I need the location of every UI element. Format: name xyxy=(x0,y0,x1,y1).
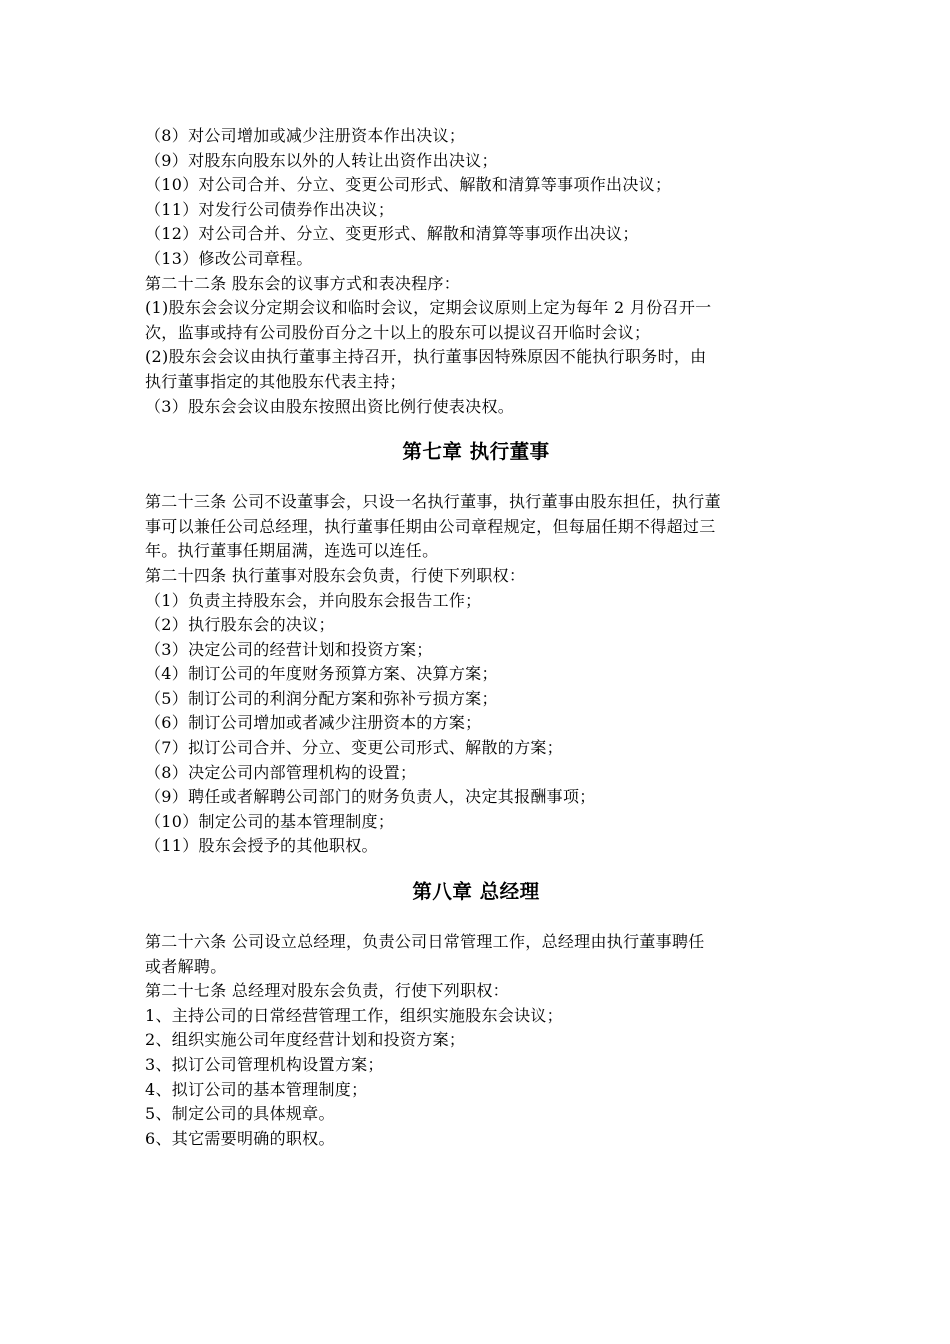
list-item: （11）股东会授予的其他职权。 xyxy=(145,836,378,856)
text-line: （10）对公司合并、分立、变更公司形式、解散和清算等事项作出决议； xyxy=(145,175,672,195)
chapter-7-title: 第七章 执行董事 xyxy=(402,440,550,464)
document-page xyxy=(145,124,807,1151)
text-line: （11）对发行公司债券作出决议； xyxy=(145,199,395,219)
list-item: 3、拟订公司管理机构设置方案； xyxy=(145,1055,384,1074)
text-line: （9）对股东向股东以外的人转让出资作出决议； xyxy=(145,150,498,170)
chapter-8-title: 第八章 总经理 xyxy=(412,880,540,904)
text-line: 次，监事或持有公司股份百分之十以上的股东可以提议召开临时会议； xyxy=(145,322,651,342)
list-item: （1）负责主持股东会，并向股东会报告工作； xyxy=(145,590,482,610)
article-22-heading: 第二十二条 股东会的议事方式和表决程序： xyxy=(145,273,461,293)
text-line: 事可以兼任公司总经理，执行董事任期由公司章程规定，但每届任期不得超过三 xyxy=(145,516,716,536)
list-item: 4、拟订公司的基本管理制度； xyxy=(145,1079,368,1099)
article-26-text: 第二十六条 公司设立总经理，负责公司日常管理工作，总经理由执行董事聘任 xyxy=(145,932,705,952)
list-item: 5、制定公司的具体规章。 xyxy=(145,1104,335,1124)
section-chapter-7 xyxy=(145,490,807,859)
text-line: (1)股东会会议分定期会议和临时会议，定期会议原则上定为每年 2 月份召开一 xyxy=(145,298,712,318)
list-item: （8）决定公司内部管理机构的设置； xyxy=(145,762,417,782)
list-item: （2）执行股东会的决议； xyxy=(145,615,335,635)
list-item: （6）制订公司增加或者减少注册资本的方案； xyxy=(145,713,482,733)
article-24-heading: 第二十四条 执行董事对股东会负责，行使下列职权： xyxy=(145,565,526,585)
list-item: 1、主持公司的日常经营管理工作，组织实施股东会诀议； xyxy=(145,1005,563,1025)
text-line: 年。执行董事任期届满，连选可以连任。 xyxy=(145,541,439,561)
text-line: （8）对公司增加或减少注册资本作出决议； xyxy=(145,126,466,145)
section-shareholder-meeting-continued xyxy=(145,124,807,419)
article-27-heading: 第二十七条 总经理对股东会负责，行使下列职权： xyxy=(145,981,509,1001)
article-23-text: 第二十三条 公司不设董事会，只设一名执行董事，执行董事由股东担任，执行董 xyxy=(145,492,721,512)
list-item: （7）拟订公司合并、分立、变更公司形式、解散的方案； xyxy=(145,738,563,758)
section-chapter-8 xyxy=(145,930,807,1151)
list-item: （5）制订公司的利润分配方案和弥补亏损方案； xyxy=(145,688,498,708)
text-line: （3）股东会会议由股东按照出资比例行使表决权。 xyxy=(145,396,515,416)
list-item: （4）制订公司的年度财务预算方案、决算方案； xyxy=(145,664,498,684)
list-item: （10）制定公司的基本管理制度； xyxy=(145,811,395,831)
list-item: 2、组织实施公司年度经营计划和投资方案； xyxy=(145,1030,466,1050)
text-line: 执行董事指定的其他股东代表主持； xyxy=(145,371,406,391)
text-line: 或者解聘。 xyxy=(145,956,227,976)
text-line: (2)股东会会议由执行董事主持召开，执行董事因特殊原因不能执行职务时，由 xyxy=(145,347,707,367)
text-line: （12）对公司合并、分立、变更形式、解散和清算等事项作出决议； xyxy=(145,224,639,244)
text-line: （13）修改公司章程。 xyxy=(145,248,313,268)
list-item: 6、其它需要明确的职权。 xyxy=(145,1128,335,1148)
list-item: （3）决定公司的经营计划和投资方案； xyxy=(145,639,433,659)
list-item: （9）聘任或者解聘公司部门的财务负责人，决定其报酬事项； xyxy=(145,787,596,807)
